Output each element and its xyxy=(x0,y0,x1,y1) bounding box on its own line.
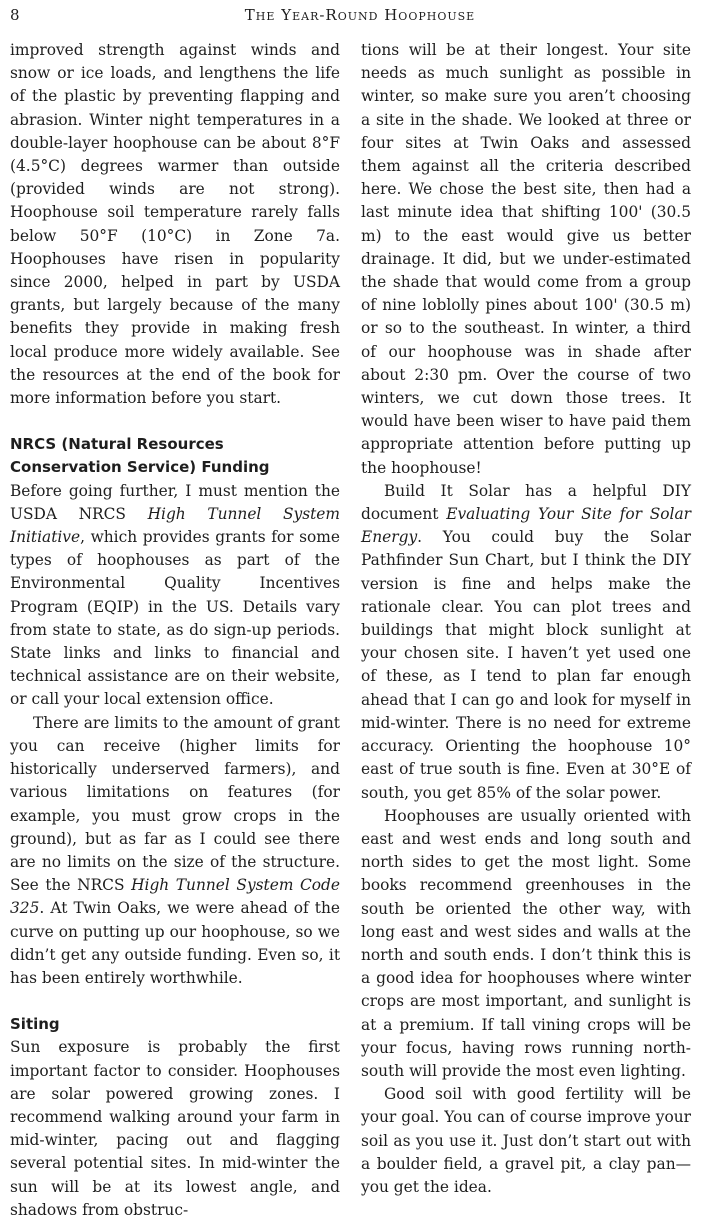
section-heading-siting: Siting xyxy=(10,1015,60,1034)
italic-title: Evaluating Your Site for Solar Energy xyxy=(361,505,692,547)
heading-line: Conservation Service) Funding xyxy=(10,458,270,477)
right-column xyxy=(361,39,691,1199)
paragraph: Good soil with good fertility will be your goal. You can of course improve your soil as you use it. Just don’t start out with a boulder field, a gravel pit, a clay pan—you get the idea. xyxy=(361,1085,691,1196)
text-run: Build It Solar has a helpful DIY document xyxy=(361,481,691,524)
paragraph: Sun exposure is probably the first important factor to consider. Hoophouses are solar powered growing zones. I recommend walking around your farm in mid-winter, pacing out and flagging several potential sites. In mid-winter the sun will be at its lowest angle, and shadows from obstruc- xyxy=(10,1038,340,1219)
text-run: , which provides grants for some types of hoophouses as part of the Environmental Quality Incentives Program (EQIP) in the US. Details vary from state to state, as do sign-up periods. State links and links to financial and technical assistance are on their website, or call your local extension office. xyxy=(10,528,340,709)
text-run: Before going further, I must mention the USDA NRCS xyxy=(10,481,340,523)
section-heading-nrcs xyxy=(10,433,340,479)
text-run: . You could buy the Solar Pathfinder Sun Chart, but I think the DIY version is fine and helps make the rationale clear. You can plot trees and buildings that might block sunlight at your chosen site. I haven’t yet used one of these, as I tend to plan far enough ahead that I can go and look for myself in mid-winter. There is no need for extreme accuracy. Orienting the hoophouse 10° east of true south is fine. Even at 30°E of south, you get 85% of the solar power. xyxy=(361,528,691,802)
italic-title: High Tunnel System Code 325 xyxy=(10,876,340,918)
page-header xyxy=(10,4,710,26)
text-run: There are limits to the amount of grant you can receive (higher limits for historically underserved farmers), and various limitations on features (for example, you must grow crops in the ground), but as far as I could see there are no limits on the size of the structure. See the NRCS xyxy=(10,713,340,895)
left-column xyxy=(10,39,340,1222)
italic-title: High Tunnel System Initiative xyxy=(10,504,340,547)
page-number: 8 xyxy=(10,6,20,24)
heading-line: NRCS (Natural Resources xyxy=(10,435,224,454)
paragraph: improved strength against winds and snow or ice loads, and lengthens the life of the plastic by preventing flapping and abrasion. Winter night temperatures in a double-layer hoophouse can be about 8°F (4.5°C) degrees warmer than outside (provided winds are not strong). Hoophouse soil temperature rarely falls below 50°F (10°C) in Zone 7a. Hoophouses have risen in popularity since 2000, helped in part by USDA grants, but largely because of the many benefits they provide in making fresh local produce more widely available. See the resources at the end of the book for more information before you start. xyxy=(10,41,340,408)
paragraph xyxy=(10,480,340,712)
paragraph: Hoophouses are usually oriented with east and west ends and long south and north sides to get the most light. Some books recommend greenhouses in the south be oriented the other way, with long east and west sides and walls at the north and south ends. I don’t think this is a good idea for hoophouses where winter crops are most important, and sunlight is at a premium. If tall vining crops will be your focus, having rows running north-south will provide the most even lighting. xyxy=(361,806,691,1080)
paragraph xyxy=(10,712,340,990)
running-head: The Year-Round Hoophouse xyxy=(244,6,476,24)
paragraph: tions will be at their longest. Your site needs as much sunlight as possible in winter, so make sure you aren’t choosing a site in the shade. We looked at three or four sites at Twin Oaks and assessed them against all the criteria described here. We chose the best site, then had a last minute idea that shifting 100' (30.5 m) to the east would give us better drainage. It did, but we under-estimated the shade that would come from a group of nine loblolly pines about 100' (30.5 m) or so to the southeast. In winter, a third of our hoophouse was in shade after about 2:30 pm. Over the course of two winters, we cut down those trees. It would have been wiser to have paid them appropriate attention before putting up the hoophouse! xyxy=(361,41,691,477)
paragraph xyxy=(361,480,691,805)
text-run: . At Twin Oaks, we were ahead of the curve on putting up our hoophouse, so we didn’t get any outside funding. Even so, it has been entirely worthwhile. xyxy=(10,899,340,987)
